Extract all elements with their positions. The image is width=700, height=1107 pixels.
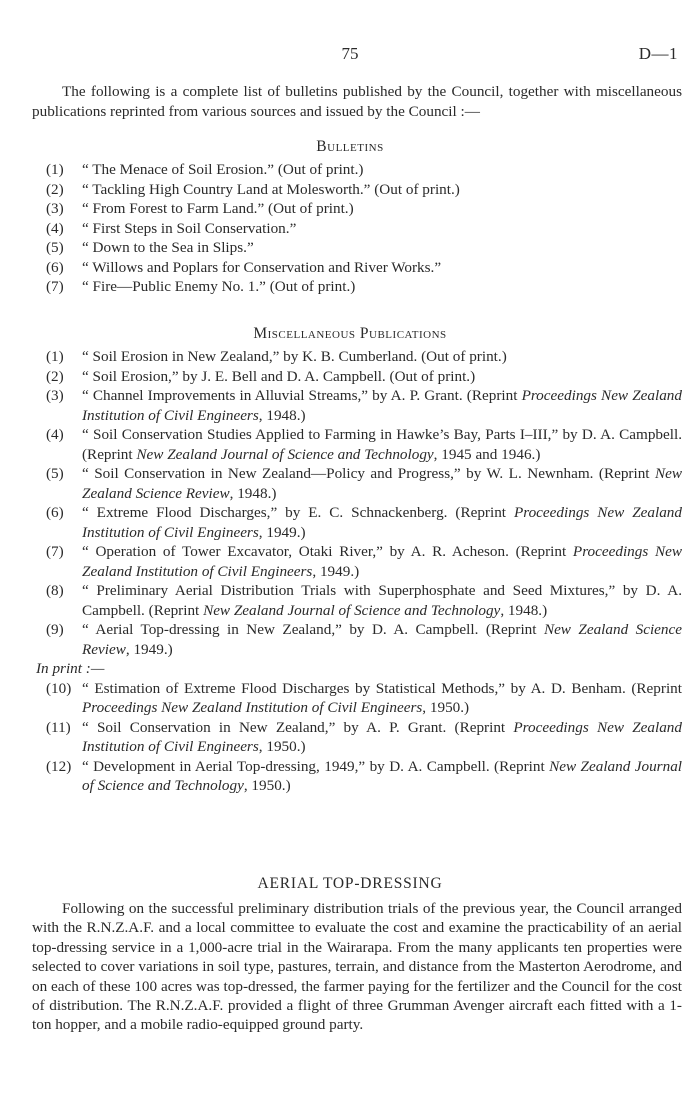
item-year: , 1950.) bbox=[258, 738, 306, 755]
item-number: (7) bbox=[46, 278, 64, 295]
item-number: (7) bbox=[46, 543, 64, 560]
list-item bbox=[46, 620, 682, 659]
item-text: “ Soil Conservation in New Zealand,” by A. P. Grant. (Reprint bbox=[82, 718, 514, 736]
item-year: , 1945 and 1946.) bbox=[433, 445, 541, 463]
item-source: Proceedings New Zealand Institution of Civil Engineers bbox=[82, 718, 682, 755]
list-item bbox=[46, 199, 682, 219]
item-number: (8) bbox=[46, 582, 64, 599]
item-text: “ Down to the Sea in Slips.” bbox=[82, 239, 254, 256]
list-item bbox=[46, 386, 682, 425]
bulletins-list bbox=[46, 160, 682, 297]
item-text: “ Soil Erosion,” by J. E. Bell and D. A. Campbell. (Out of print.) bbox=[82, 367, 476, 385]
item-number: (4) bbox=[46, 219, 64, 237]
item-text: “ From Forest to Farm Land.” (Out of print.) bbox=[82, 200, 354, 217]
item-year: , 1950.) bbox=[422, 699, 470, 716]
item-source: Proceedings New Zealand Institution of Civil Engineers bbox=[82, 699, 423, 716]
item-source: Proceedings New Zealand Institution of Civil Engineers bbox=[82, 387, 682, 424]
item-text: “ First Steps in Soil Conservation.” bbox=[82, 219, 297, 237]
intro-paragraph: The following is a complete list of bulletins published by the Council, together with miscellaneous publications reprinted from various sources and issued by the Council :— bbox=[32, 83, 682, 120]
list-item bbox=[46, 757, 682, 796]
item-number: (2) bbox=[46, 180, 64, 198]
list-item bbox=[46, 542, 682, 581]
item-text: “ The Menace of Soil Erosion.” (Out of print.) bbox=[82, 161, 364, 178]
aerial-top-dressing-title: AERIAL TOP-DRESSING bbox=[257, 875, 443, 892]
misc-publications-heading: Miscellaneous Publications bbox=[253, 325, 447, 342]
item-text: “ Soil Erosion in New Zealand,” by K. B. Cumberland. (Out of print.) bbox=[82, 348, 507, 365]
list-item bbox=[46, 503, 682, 542]
page-number: 75 bbox=[341, 44, 359, 63]
item-text: “ Operation of Tower Excavator, Otaki River,” by A. R. Acheson. (Reprint bbox=[82, 543, 573, 560]
misc-publications-list bbox=[36, 347, 683, 796]
item-number: (9) bbox=[46, 621, 64, 638]
item-year: , 1948.) bbox=[258, 406, 306, 424]
list-item bbox=[46, 464, 682, 503]
item-number: (3) bbox=[46, 200, 64, 217]
item-year: , 1950.) bbox=[243, 777, 291, 794]
list-item bbox=[46, 581, 682, 620]
in-print-label: In print :— bbox=[36, 660, 105, 677]
item-number: (2) bbox=[46, 367, 64, 385]
list-item bbox=[46, 219, 682, 239]
item-year: , 1949.) bbox=[125, 640, 173, 658]
list-item bbox=[46, 258, 682, 278]
list-item bbox=[46, 277, 682, 297]
item-year: , 1949.) bbox=[258, 523, 306, 541]
list-item bbox=[46, 679, 682, 718]
item-source: New Zealand Science Review bbox=[82, 621, 682, 658]
item-text: “ Preliminary Aerial Distribution Trials with Superphosphate and Seed Mixtures,” by D. A. Campbell. (Reprint bbox=[82, 582, 682, 619]
item-text: “ Tackling High Country Land at Molesworth.” (Out of print.) bbox=[82, 180, 460, 198]
item-number: (3) bbox=[46, 387, 64, 404]
item-year: , 1948.) bbox=[229, 484, 277, 502]
item-source: New Zealand Science Review bbox=[82, 465, 682, 502]
item-text: “ Development in Aerial Top-dressing, 1949,” by D. A. Campbell. (Reprint bbox=[82, 757, 550, 775]
item-text: “ Aerial Top-dressing in New Zealand,” by D. A. Campbell. (Reprint bbox=[82, 621, 544, 638]
item-text: “ Willows and Poplars for Conservation and River Works.” bbox=[82, 258, 442, 276]
list-item bbox=[46, 718, 682, 757]
item-text: “ Soil Conservation in New Zealand—Policy and Progress,” by W. L. Newnham. (Reprint bbox=[82, 465, 655, 482]
item-source: Proceedings New Zealand Institution of Civil Engineers bbox=[82, 543, 682, 580]
aerial-top-dressing-paragraph: Following on the successful preliminary distribution trials of the previous year, the Council arranged with the R.N.Z.A.F. and a local committee to evaluate the cost and examine the practicability of an aerial top-dressing service in a 1,000-acre trial in the Wairarapa. From the many applicants ten properties were selected to cover variations in soil type, pastures, terrain, and distance from the Masterton Aerodrome, and on each of these 100 acres was top-dressed, the farmer paying for the fertilizer and the Council for the cost of distribution. The R.N.Z.A.F. provided a flight of three Grumman Avenger aircraft each fitted with a 1-ton hopper, and a mobile radio-equipped ground party. bbox=[32, 900, 682, 1034]
item-text: “ Fire—Public Enemy No. 1.” (Out of print.) bbox=[82, 278, 356, 295]
item-number: (5) bbox=[46, 465, 64, 482]
item-number: (1) bbox=[46, 348, 64, 365]
item-source: New Zealand Journal of Science and Technology bbox=[203, 601, 501, 619]
list-item bbox=[46, 160, 682, 180]
item-number: (6) bbox=[46, 258, 64, 276]
item-text: “ Channel Improvements in Alluvial Streams,” by A. P. Grant. (Reprint bbox=[82, 387, 522, 404]
item-source: Proceedings New Zealand Institution of Civil Engineers bbox=[82, 504, 682, 541]
list-item bbox=[46, 367, 682, 387]
item-number: (5) bbox=[46, 239, 64, 256]
item-number: (12) bbox=[46, 757, 72, 775]
item-source: New Zealand Journal of Science and Technology bbox=[136, 445, 434, 463]
list-item bbox=[46, 425, 682, 464]
item-number: (6) bbox=[46, 504, 64, 521]
item-text: “ Extreme Flood Discharges,” by E. C. Schnackenberg. (Reprint bbox=[82, 504, 514, 521]
item-source: New Zealand Journal of Science and Technology bbox=[82, 757, 683, 794]
item-number: (11) bbox=[46, 718, 71, 736]
item-number: (10) bbox=[46, 679, 72, 697]
item-year: , 1948.) bbox=[500, 601, 548, 619]
item-number: (4) bbox=[46, 426, 64, 443]
item-year: , 1949.) bbox=[312, 562, 360, 580]
list-item bbox=[46, 238, 682, 258]
item-text: “ Estimation of Extreme Flood Discharges by Statistical Methods,” by A. D. Benham. (Reprint bbox=[82, 679, 682, 697]
item-text: “ Soil Conservation Studies Applied to Farming in Hawke’s Bay, Parts I–III,” by D. A. Campbell. (Reprint bbox=[82, 426, 682, 463]
bulletins-heading: Bulletins bbox=[316, 138, 384, 155]
list-item bbox=[46, 180, 682, 200]
document-reference: D—1 bbox=[638, 44, 678, 63]
item-number: (1) bbox=[46, 161, 64, 178]
list-item bbox=[46, 347, 682, 367]
